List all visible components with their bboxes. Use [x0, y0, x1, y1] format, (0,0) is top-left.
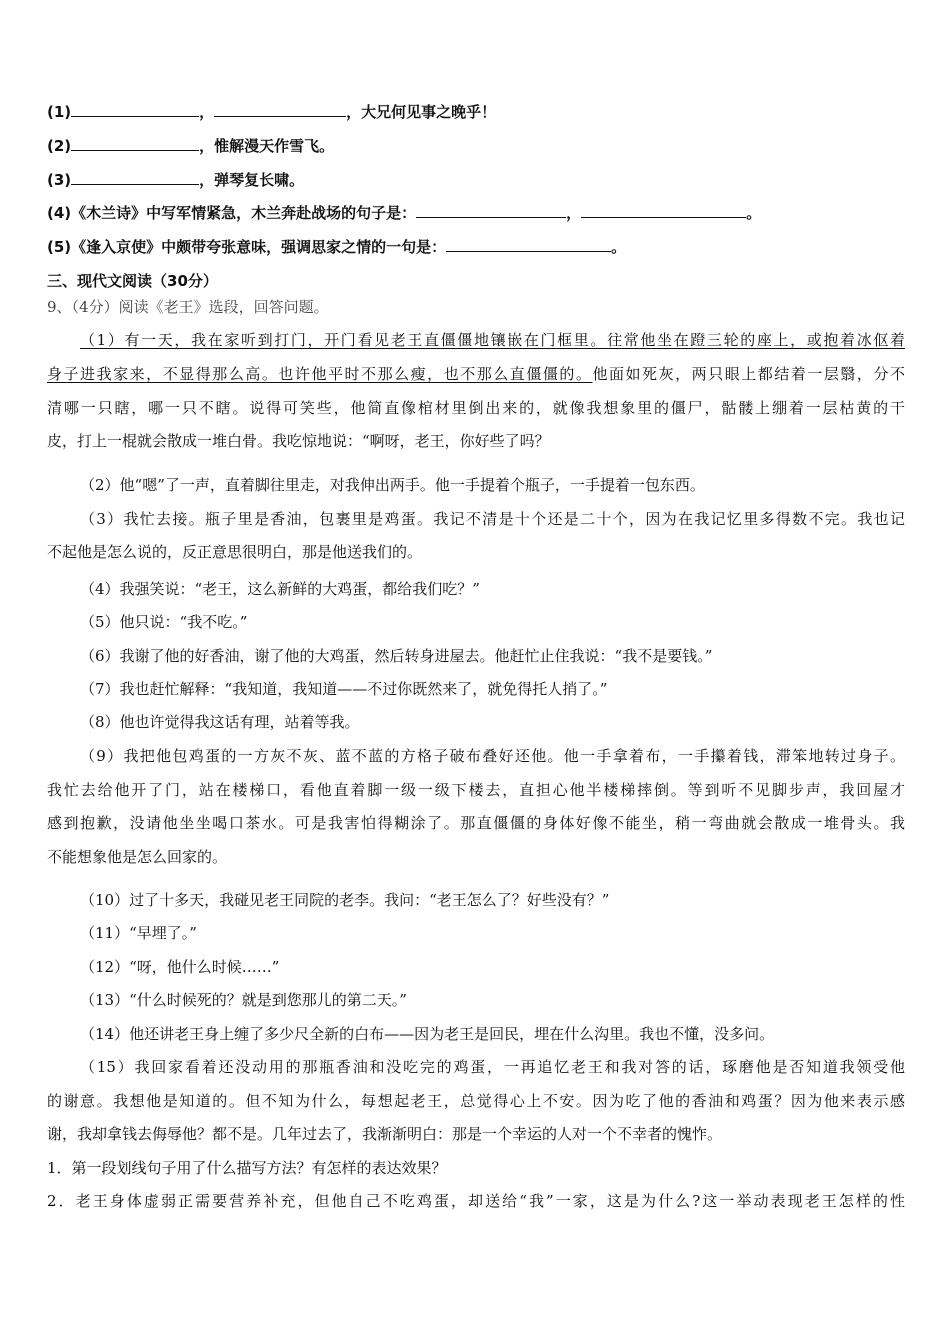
fill-in-text: ，大兄何见事之晚乎！: [346, 103, 497, 121]
fill-in-5: [47, 231, 905, 264]
item-number: (3): [47, 171, 72, 189]
separator: ，: [566, 204, 582, 222]
passage-line: （14）他还讲老王身上缠了多少尺全新的白布——因为老王是回民，埋在什么沟里。我也不懂，没多问。: [80, 1025, 775, 1043]
fill-in-4: [47, 197, 905, 230]
passage-line: （12）“呀，他什么时候……”: [80, 958, 280, 976]
question-intro: 9、（4分）阅读《老王》选段，回答问题。: [47, 298, 329, 316]
passage-line: （8）他也许觉得我这话有理，站着等我。: [80, 713, 360, 731]
answer-blank[interactable]: [446, 235, 611, 252]
passage-line: （15）我回家看着还没动用的那瓶香油和没吃完的鸡蛋，一再追忆老王和我对答的话，琢磨他是否知道我领受他: [80, 1058, 905, 1076]
passage-line: 不起他是怎么说的，反正意思很明白，那是他送我们的。: [47, 543, 423, 561]
item-number: (4): [47, 204, 72, 222]
passage-line: （4）我强笑说：“老王，这么新鲜的大鸡蛋，都给我们吃？”: [80, 580, 480, 598]
answer-blank[interactable]: [581, 201, 746, 218]
fill-in-text: 《逢入京使》中颇带夸张意味，强调思家之情的一句是：: [71, 238, 447, 256]
passage-line: （13）“什么时候死的？就是到您那儿的第二天。”: [80, 991, 407, 1009]
passage-line: 不能想象他是怎么回家的。: [47, 848, 228, 866]
item-number: (5): [47, 238, 72, 256]
passage-line: 皮，打上一棍就会散成一堆白骨。我吃惊地说：“啊呀，老王，你好些了吗？: [47, 432, 550, 450]
item-number: (2): [47, 137, 72, 155]
passage-line: 的谢意。我想他是知道的。但不知为什么，每想起老王，总觉得心上不安。因为吃了他的香油和鸡蛋？因为他来表示感: [47, 1092, 905, 1110]
underlined-sentence: 身子进我家来，不显得那么高。也许他平时不那么瘦，也不那么直僵僵的。: [47, 365, 593, 383]
passage-line: （7）我也赶忙解释：“我知道，我知道——不过你既然来了，就免得托人捎了。”: [80, 680, 608, 698]
passage-line: （9）我把他包鸡蛋的一方灰不灰、蓝不蓝的方格子破布叠好还他。他一手拿着布，一手攥着钱，滞笨地转过身子。: [80, 747, 905, 765]
fill-in-text: 《木兰诗》中写军情紧急，木兰奔赴战场的句子是：: [71, 204, 417, 222]
item-number: (1): [47, 103, 72, 121]
fill-in-text: ，弹琴复长啸。: [199, 171, 305, 189]
passage-line: 清哪一只瞎，哪一只不瞎。说得可笑些，他简直像棺材里倒出来的，就像我想象里的僵尸，骷髅上绷着一层枯黄的干: [47, 399, 905, 417]
period: 。: [611, 238, 627, 256]
answer-blank[interactable]: [71, 134, 199, 151]
period: 。: [746, 204, 762, 222]
answer-blank[interactable]: [416, 201, 566, 218]
answer-blank[interactable]: [71, 100, 199, 117]
passage-line: （6）我谢了他的好香油，谢了他的大鸡蛋，然后转身进屋去。他赶忙止住我说：“我不是要钱。”: [80, 647, 713, 665]
fill-in-text: ，惟解漫天作雪飞。: [199, 137, 335, 155]
answer-blank[interactable]: [214, 100, 346, 117]
question-2: 2．老王身体虚弱正需要营养补充，但他自己不吃鸡蛋，却送给“我”一家，这是为什么?这一举动表现老王怎样的性: [47, 1192, 905, 1210]
section-heading: 三、现代文阅读（30分）: [47, 272, 218, 290]
passage-line: 谢，我却拿钱去侮辱他？都不是。几年过去了，我渐渐明白：那是一个幸运的人对一个不幸者的愧怍。: [47, 1125, 723, 1143]
fill-in-3: [47, 164, 905, 197]
passage-line: [47, 358, 905, 391]
answer-blank[interactable]: [71, 168, 199, 185]
underlined-sentence: （1）有一天，我在家听到打门，开门看见老王直僵僵地镶嵌在门框里。往常他坐在蹬三轮的座上，或抱着冰伛着: [80, 331, 905, 349]
passage-line: 我忙去给他开了门，站在楼梯口，看他直着脚一级一级下楼去，直担心他半楼梯摔倒。等到听不见脚步声，我回屋才: [47, 781, 905, 799]
passage-line: （10）过了十多天，我碰见老王同院的老李。我问：“老王怎么了？好些没有？”: [80, 891, 610, 909]
question-1: 1．第一段划线句子用了什么描写方法？有怎样的表达效果？: [47, 1159, 447, 1177]
passage-text: 他面如死灰，两只眼上都结着一层翳，分不: [592, 365, 905, 383]
passage-line: （5）他只说：“我不吃。”: [80, 613, 248, 631]
passage-line: （2）他“嗯”了一声，直着脚往里走，对我伸出两手。他一手提着个瓶子，一手提着一包东西。: [80, 476, 705, 494]
separator: ，: [199, 103, 215, 121]
fill-in-1: [47, 96, 905, 129]
fill-in-2: [47, 130, 905, 163]
passage-line: （3）我忙去接。瓶子里是香油，包裹里是鸡蛋。我记不清是十个还是二十个，因为在我记忆里多得数不完。我也记: [80, 510, 905, 528]
passage-line: [47, 324, 905, 357]
passage-line: 感到抱歉，没请他坐坐喝口茶水。可是我害怕得糊涂了。那直僵僵的身体好像不能坐，稍一弯曲就会散成一堆骨头。我: [47, 814, 905, 832]
passage-line: （11）“早埋了。”: [80, 924, 197, 942]
